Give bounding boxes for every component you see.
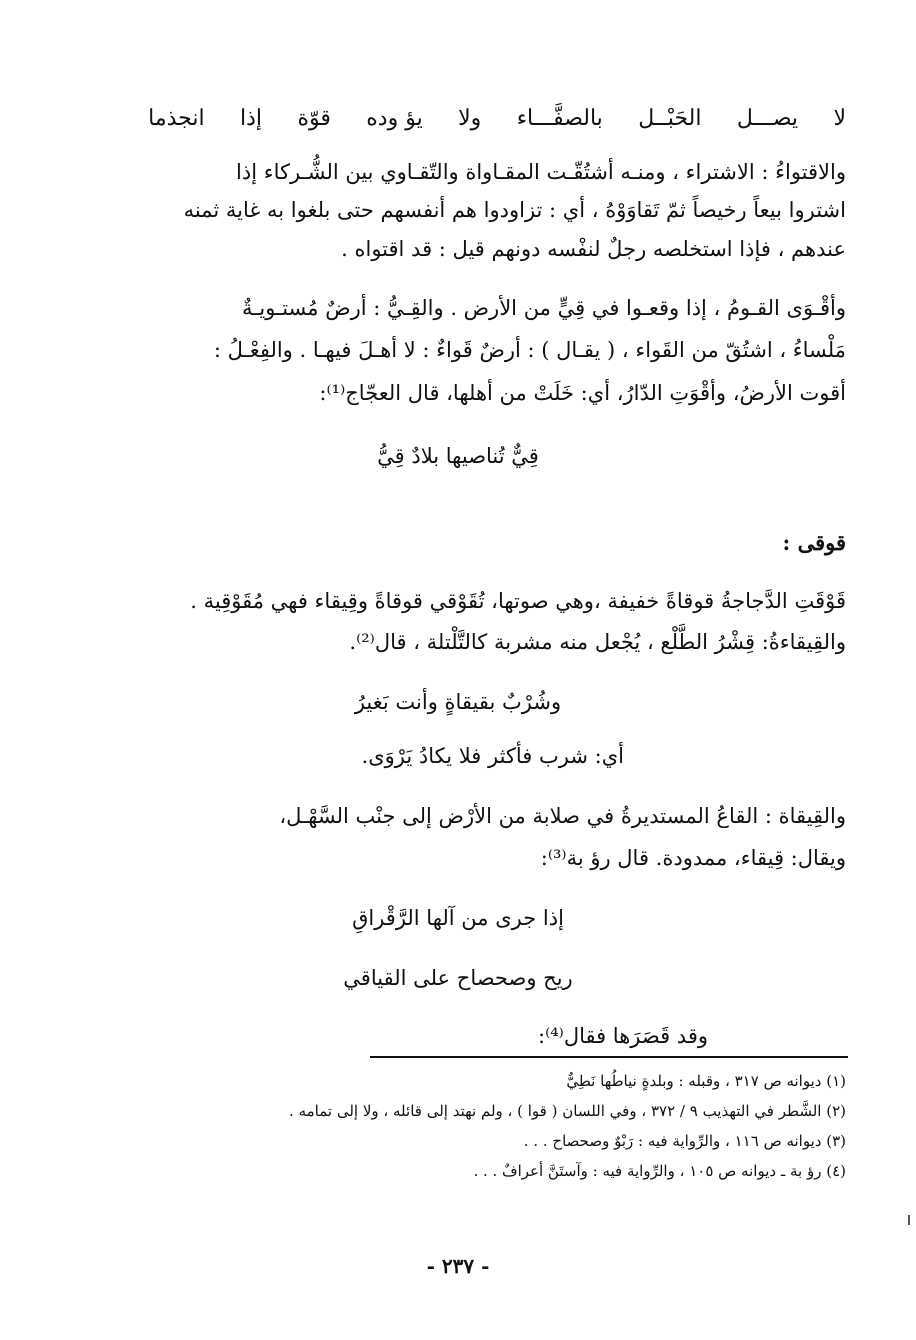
- paragraph-line: ويقال: قِيقاء، ممدودة. قال رؤ بة⁽³⁾:: [540, 846, 846, 870]
- footnote: (٣) ديوانه ص ١١٦ ، والرِّواية فيه : رَبْوٌ وصحصاح . . .: [523, 1132, 846, 1150]
- verse-word: الحَبْــل: [638, 105, 702, 131]
- verse-word: إذا: [240, 105, 263, 131]
- footnote: (٤) رؤ بة ـ ديوانه ص ١٠٥ ، والرِّواية فيه : وآستَنَّ أعرافٌ . . .: [473, 1162, 846, 1180]
- paragraph-line: اشتروا بيعاً رخيصاً ثمّ تَقاوَوْهُ ، أي : تزاودوا هم أنفسهم حتى بلغوا به غاية ثمنه: [183, 198, 846, 222]
- verse-word: يصـــل: [736, 105, 799, 131]
- paragraph-line: والاقتواءُ : الاشتراء ، ومنـه أشتُقّـت المقـاواة والتّقـاوي بين الشُّـركاء إذا: [236, 160, 846, 184]
- verse-word: لا: [833, 105, 846, 131]
- verse-top-line: [148, 100, 846, 136]
- footnote: (٢) الشَّطر في التهذيب ٩ / ٣٧٢ ، وفي اللسان ( قوا ) ، ولم نهتد إلى قائله ، ولا إلى تمامه .: [289, 1102, 846, 1120]
- paragraph-line: والقِيقاة : القاعُ المستديرةُ في صلابة من الأرْض إلى جنْب السَّهْـل،: [279, 804, 846, 828]
- footnote: (١) ديوانه ص ٣١٧ ، وقبله : وبلدةٍ نياطُها نَطِيٌّ: [566, 1072, 846, 1090]
- paragraph-line: مَلْساءُ ، اشتُقّ من القَواء ، ( يقـال ) : أرضٌ قَواءٌ : لا أهـلَ فيهـا . والفِعْـلُ :: [213, 338, 846, 362]
- scan-edge-mark: [908, 1215, 910, 1225]
- entry-heading: قوقى :: [782, 530, 846, 555]
- verse-word: ولا: [458, 105, 482, 131]
- paragraph-line: قَوْقَتِ الدَّجاجةُ قوقاةً خفيفة ،وهي صوتها، تُقَوْقي قوقاةً وقِيقاء فهي مُقَوْقِية .: [190, 589, 846, 613]
- paragraph-line: وقد قَصَرَها فقال⁽⁴⁾:: [538, 1024, 708, 1048]
- verse-line: إذا جرى من آلها الرَّقْراقِ: [352, 906, 564, 930]
- verse-line: قِيٌّ تُناصيها بلادٌ قِيُّ: [377, 444, 539, 468]
- paragraph-line: أقوت الأرضُ، وأقْوَتِ الدّارُ، أي: خَلَتْ من أهلها، قال العجّاج⁽¹⁾:: [319, 381, 846, 405]
- paragraph-line: والقِيقاءةُ: قِشْرُ الطَّلْع ، يُجْعل منه مشربة كالتَّلْتلة ، قال⁽²⁾.: [349, 630, 846, 654]
- verse-word: بالصفَّـــاء: [516, 105, 603, 131]
- footnote-divider: [370, 1056, 848, 1058]
- page-number: - ٢٣٧ -: [426, 1254, 490, 1278]
- verse-word: قوّة: [297, 105, 331, 131]
- verse-word: يؤ وده: [366, 105, 423, 131]
- verse-line: ريح وصحصاح على القياقي: [343, 966, 573, 990]
- paragraph-line: وأقْـوَى القـومُ ، إذا وقعـوا في قِيٍّ من الأرض . والقِـيُّ : أرضٌ مُستـويـةٌ: [241, 296, 846, 320]
- verse-line: وشُرْبٌ بقيقاةٍ وأنت بَغيرُ: [354, 690, 562, 714]
- paragraph-line: عندهم ، فإذا استخلصه رجلٌ لنفْسه دونهم قيل : قد اقتواه .: [341, 237, 846, 261]
- verse-word: انجذما: [148, 105, 205, 131]
- paragraph-line: أي: شرب فأكثر فلا يكادُ يَرْوَى.: [361, 744, 624, 768]
